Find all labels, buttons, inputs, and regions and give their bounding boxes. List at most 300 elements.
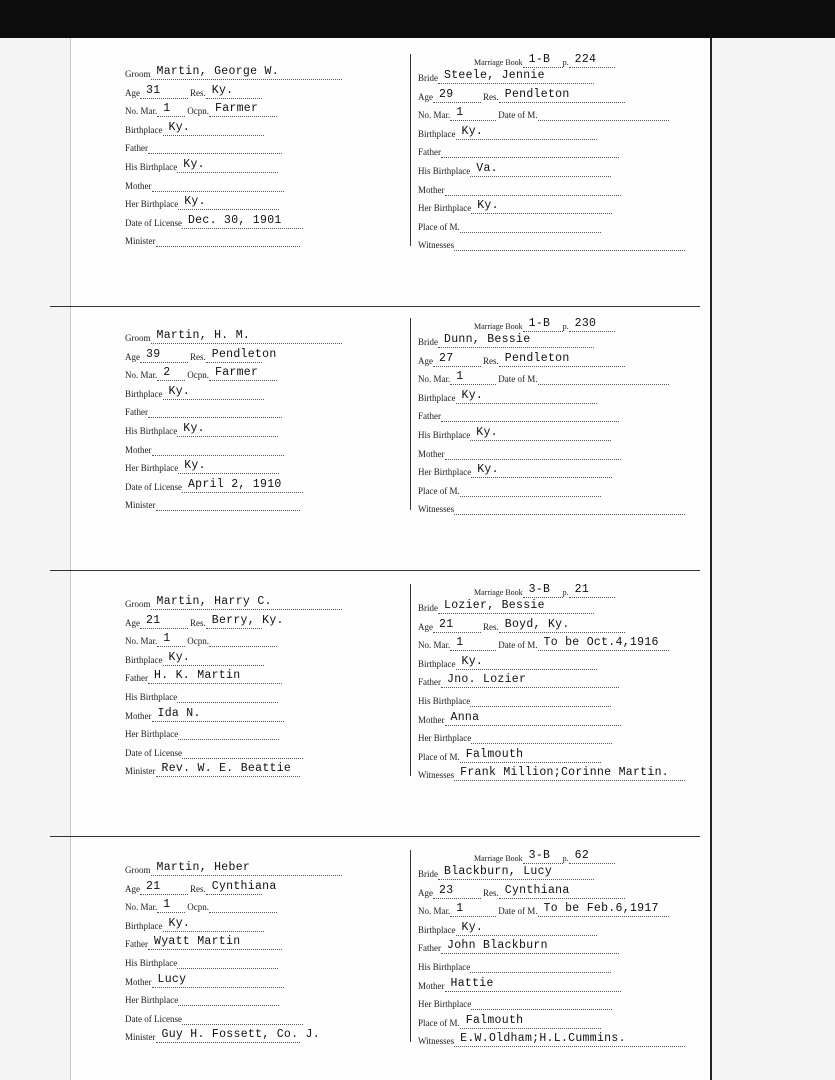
bride-her_birthplace-value: Ky.	[471, 463, 612, 478]
groom-birthplace-label: Birthplace	[125, 124, 163, 135]
groom-res-value: Ky.	[206, 84, 262, 99]
groom-license-value: April 2, 1910	[182, 478, 303, 493]
bride-place_of_m-row	[418, 747, 601, 763]
bride-her_birthplace-label: Her Birthplace	[418, 203, 472, 214]
bride-bride-label: Bride	[418, 73, 438, 83]
bride-her_birthplace-row	[418, 728, 612, 744]
bride-age-label: Age	[418, 91, 433, 102]
groom-res-value: Cynthiana	[206, 880, 262, 895]
groom-mother-row	[125, 176, 284, 192]
bride-mother-row	[418, 710, 621, 726]
groom-age-row	[125, 613, 284, 629]
bride-no_mar-value: 1	[450, 106, 496, 121]
bride-date_of_m-label: Date of M.	[498, 640, 538, 651]
marriage-book-line	[474, 52, 615, 68]
groom-her_birthplace-label: Her Birthplace	[125, 995, 179, 1006]
groom-her_birthplace-row	[125, 458, 279, 474]
page-value: 224	[569, 53, 615, 68]
groom-res-label: Res.	[190, 617, 206, 628]
groom-mother-value: Ida N.	[152, 707, 284, 722]
bride-her_birthplace-value	[471, 729, 612, 744]
bride-mother-value: Hattie	[445, 977, 621, 992]
bride-place-value: Falmouth	[460, 748, 601, 763]
groom-his_birthplace-value: Ky.	[177, 422, 278, 437]
bride-his_birthplace-row	[418, 957, 611, 973]
bride-place_of_m-label: Place of M.	[418, 485, 460, 496]
bride-age-label: Age	[418, 887, 433, 898]
marriage-book-label: Marriage Book	[474, 322, 523, 331]
bride-birthplace-label: Birthplace	[418, 924, 456, 935]
bride-age-value: 27	[433, 352, 481, 367]
groom-no_mar-label: No. Mar.	[125, 106, 158, 117]
groom-her_birthplace-value: Ky.	[178, 195, 279, 210]
bride-witnesses-value: Frank Million;Corinne Martin.	[454, 766, 685, 781]
groom-ocpn-label: Ocpn.	[187, 636, 209, 647]
record-separator	[50, 306, 700, 307]
groom-age-value: 21	[140, 880, 188, 895]
marriage-book-line	[474, 316, 615, 332]
bride-mother-label: Mother	[418, 184, 445, 195]
groom-her_birthplace-label: Her Birthplace	[125, 729, 179, 740]
groom-date_license-label: Date of License	[125, 217, 182, 228]
groom-no_mar-label: No. Mar.	[125, 370, 158, 381]
groom-ocpn-value: Farmer	[209, 366, 277, 381]
bride-her_birthplace-row	[418, 994, 612, 1010]
groom-mother-value	[152, 177, 284, 192]
groom-age-value: 31	[140, 84, 188, 99]
groom-date_license-label: Date of License	[125, 1013, 182, 1024]
bride-her_birthplace-value: Ky.	[471, 199, 612, 214]
bride-bride-label: Bride	[418, 603, 438, 613]
bride-age-row	[418, 351, 625, 367]
groom-birthplace-label: Birthplace	[125, 388, 163, 399]
marriage-book-label: Marriage Book	[474, 588, 523, 597]
groom-name-value: Martin, Harry C.	[151, 595, 342, 610]
bride-res-value: Cynthiana	[499, 884, 625, 899]
card-divider	[410, 54, 411, 246]
bride-age-label: Age	[418, 355, 433, 366]
bride-mother-value	[445, 181, 621, 196]
groom-groom-row	[125, 860, 342, 876]
groom-her_birthplace-row	[125, 724, 279, 740]
bride-place-value	[460, 482, 601, 497]
page-edge-line	[710, 38, 712, 1080]
groom-res-label: Res.	[190, 87, 206, 98]
bride-her_birthplace-label: Her Birthplace	[418, 467, 472, 478]
groom-no_mar-row	[125, 631, 277, 647]
bride-date_of_m-label: Date of M.	[498, 110, 538, 121]
bride-witnesses-label: Witnesses	[418, 240, 455, 251]
marriage-book-line	[474, 582, 615, 598]
groom-birthplace-row	[125, 120, 264, 136]
bride-name-value: Lozier, Bessie	[438, 599, 594, 614]
bride-birthplace-value: Ky.	[456, 389, 597, 404]
bride-his_birthplace-row	[418, 425, 611, 441]
groom-mother-row	[125, 440, 284, 456]
page-value: 62	[569, 849, 615, 864]
groom-birthplace-value: Ky.	[163, 651, 264, 666]
groom-birthplace-value: Ky.	[163, 385, 264, 400]
groom-groom-label: Groom	[125, 865, 151, 875]
bride-father-value	[441, 407, 619, 422]
groom-his_birthplace-label: His Birthplace	[125, 426, 178, 436]
bride-her_birthplace-label: Her Birthplace	[418, 999, 472, 1010]
groom-birthplace-label: Birthplace	[125, 654, 163, 665]
bride-no_mar-label: No. Mar.	[418, 374, 451, 385]
bride-date_m-value	[538, 106, 669, 121]
bride-birthplace-label: Birthplace	[418, 658, 456, 669]
groom-groom-row	[125, 594, 342, 610]
groom-age-label: Age	[125, 87, 140, 98]
groom-his_birthplace-label: His Birthplace	[125, 958, 178, 968]
groom-res-label: Res.	[190, 351, 206, 362]
bride-mother-value	[445, 445, 621, 460]
groom-date_license-label: Date of License	[125, 481, 182, 492]
bride-birthplace-value: Ky.	[456, 921, 597, 936]
groom-date_license-row	[125, 477, 303, 493]
bride-father-row	[418, 406, 619, 422]
bride-witnesses-label: Witnesses	[418, 770, 455, 781]
groom-father-label: Father	[125, 143, 148, 154]
groom-her_birthplace-label: Her Birthplace	[125, 463, 179, 474]
groom-birthplace-label: Birthplace	[125, 920, 163, 931]
groom-birthplace-row	[125, 384, 264, 400]
bride-birthplace-label: Birthplace	[418, 128, 456, 139]
bride-place_of_m-label: Place of M.	[418, 1017, 460, 1028]
card-divider	[410, 850, 411, 1042]
bride-her_birthplace-row	[418, 462, 612, 478]
marriage-book-value: 3-B	[523, 849, 563, 864]
groom-minister-label: Minister	[125, 1032, 156, 1043]
record-separator	[50, 570, 700, 571]
groom-no_mar-label: No. Mar.	[125, 636, 158, 647]
groom-father-row	[125, 402, 282, 418]
bride-witnesses-row	[418, 499, 685, 515]
groom-date_license-row	[125, 743, 303, 759]
groom-father-value: H. K. Martin	[148, 669, 282, 684]
bride-res-label: Res.	[483, 887, 499, 898]
bride-age-label: Age	[418, 621, 433, 632]
bride-place-value: Falmouth	[460, 1014, 601, 1029]
bride-no_mar-row	[418, 901, 669, 917]
bride-his_birthplace-value	[470, 692, 611, 707]
groom-her_birthplace-label: Her Birthplace	[125, 199, 179, 210]
bride-father-row	[418, 672, 619, 688]
groom-his_birthplace-value	[177, 688, 278, 703]
bride-age-row	[418, 617, 625, 633]
bride-his_birthplace-value	[470, 958, 611, 973]
bride-birthplace-label: Birthplace	[418, 392, 456, 403]
bride-mother-row	[418, 180, 621, 196]
page-value: 21	[569, 583, 615, 598]
card-divider	[410, 584, 411, 776]
bride-place_of_m-row	[418, 481, 601, 497]
groom-minister-value: Rev. W. E. Beattie	[156, 762, 300, 777]
bride-mother-label: Mother	[418, 714, 445, 725]
page-value: 230	[569, 317, 615, 332]
groom-no_mar-row	[125, 101, 277, 117]
groom-ocpn-label: Ocpn.	[187, 370, 209, 381]
groom-father-row	[125, 668, 282, 684]
groom-her_birthplace-value: Ky.	[178, 459, 279, 474]
groom-her_birthplace-value	[178, 725, 279, 740]
groom-mother-value	[152, 441, 284, 456]
groom-age-value: 39	[140, 348, 188, 363]
groom-age-label: Age	[125, 883, 140, 894]
groom-ocpn-label: Ocpn.	[187, 902, 209, 913]
groom-his_birthplace-value: Ky.	[177, 158, 278, 173]
groom-age-row	[125, 347, 277, 363]
bride-her_birthplace-row	[418, 198, 612, 214]
bride-father-label: Father	[418, 147, 441, 158]
groom-no_mar-value: 1	[157, 898, 185, 913]
groom-father-label: Father	[125, 673, 148, 684]
groom-groom-label: Groom	[125, 333, 151, 343]
groom-ocpn-value	[209, 898, 277, 913]
groom-name-value: Martin, Heber	[151, 861, 342, 876]
bride-father-row	[418, 142, 619, 158]
bride-his_birthplace-label: His Birthplace	[418, 430, 471, 440]
groom-age-label: Age	[125, 351, 140, 362]
bride-age-row	[418, 883, 625, 899]
groom-minister-row	[125, 1027, 320, 1043]
groom-his_birthplace-label: His Birthplace	[125, 692, 178, 702]
bride-her_birthplace-label: Her Birthplace	[418, 733, 472, 744]
groom-mother-label: Mother	[125, 976, 152, 987]
bride-bride-row	[418, 68, 594, 84]
bride-his_birthplace-value: Ky.	[470, 426, 611, 441]
top-scan-border	[0, 0, 835, 38]
bride-place-value	[460, 218, 601, 233]
bride-date_m-value	[538, 370, 669, 385]
groom-groom-row	[125, 64, 342, 80]
bride-witnesses-label: Witnesses	[418, 504, 455, 515]
bride-no_mar-row	[418, 105, 669, 121]
groom-his_birthplace-value	[177, 954, 278, 969]
groom-minister-value: Guy H. Fossett, Co. J.	[156, 1028, 300, 1043]
bride-bride-row	[418, 598, 594, 614]
groom-res-value: Pendleton	[206, 348, 262, 363]
bride-bride-label: Bride	[418, 337, 438, 347]
groom-age-row	[125, 879, 277, 895]
bride-father-value: Jno. Lozier	[441, 673, 619, 688]
groom-minister-row	[125, 231, 300, 247]
groom-father-row	[125, 934, 282, 950]
bride-name-value: Dunn, Bessie	[438, 333, 594, 348]
bride-no_mar-value: 1	[450, 902, 496, 917]
bride-his_birthplace-value: Va.	[470, 162, 611, 177]
groom-her_birthplace-value	[178, 991, 279, 1006]
bride-father-value: John Blackburn	[441, 939, 619, 954]
bride-his_birthplace-label: His Birthplace	[418, 962, 471, 972]
bride-his_birthplace-row	[418, 161, 611, 177]
groom-minister-value	[156, 496, 300, 511]
marriage-book-value: 1-B	[523, 317, 563, 332]
groom-name-value: Martin, H. M.	[151, 329, 342, 344]
groom-his_birthplace-label: His Birthplace	[125, 162, 178, 172]
groom-his_birthplace-row	[125, 421, 278, 437]
page-label: p.	[562, 322, 569, 331]
page-label: p.	[562, 58, 569, 67]
card-divider	[410, 318, 411, 510]
bride-birthplace-row	[418, 124, 597, 140]
groom-birthplace-row	[125, 650, 264, 666]
bride-no_mar-value: 1	[450, 370, 496, 385]
bride-age-value: 21	[433, 618, 481, 633]
bride-res-label: Res.	[483, 91, 499, 102]
bride-mother-value: Anna	[445, 711, 621, 726]
bride-res-label: Res.	[483, 621, 499, 632]
groom-license-value	[182, 744, 303, 759]
bride-no_mar-label: No. Mar.	[418, 110, 451, 121]
groom-his_birthplace-row	[125, 687, 278, 703]
bride-res-label: Res.	[483, 355, 499, 366]
bride-bride-label: Bride	[418, 869, 438, 879]
bride-witnesses-value: E.W.Oldham;H.L.Cummins.	[454, 1032, 685, 1047]
bride-his_birthplace-row	[418, 691, 611, 707]
groom-mother-label: Mother	[125, 444, 152, 455]
bride-age-row	[418, 87, 625, 103]
groom-res-label: Res.	[190, 883, 206, 894]
bride-no_mar-label: No. Mar.	[418, 640, 451, 651]
bride-date_m-value: To be Feb.6,1917	[538, 902, 669, 917]
groom-groom-label: Groom	[125, 599, 151, 609]
bride-witnesses-label: Witnesses	[418, 1036, 455, 1047]
bride-no_mar-label: No. Mar.	[418, 906, 451, 917]
bride-birthplace-row	[418, 920, 597, 936]
groom-no_mar-value: 1	[157, 102, 185, 117]
bride-place_of_m-row	[418, 1013, 601, 1029]
groom-father-row	[125, 138, 282, 154]
marriage-book-value: 1-B	[523, 53, 563, 68]
groom-her_birthplace-row	[125, 990, 279, 1006]
bride-witnesses-row	[418, 765, 685, 781]
bride-mother-row	[418, 444, 621, 460]
groom-age-label: Age	[125, 617, 140, 628]
bride-res-value: Pendleton	[499, 352, 625, 367]
bride-no_mar-row	[418, 369, 669, 385]
bride-birthplace-value: Ky.	[456, 655, 597, 670]
groom-minister-row	[125, 761, 300, 777]
bride-his_birthplace-label: His Birthplace	[418, 696, 471, 706]
groom-father-label: Father	[125, 939, 148, 950]
groom-father-label: Father	[125, 407, 148, 418]
groom-res-value: Berry, Ky.	[206, 614, 262, 629]
record-separator	[50, 836, 700, 837]
groom-birthplace-value: Ky.	[163, 121, 264, 136]
groom-mother-row	[125, 706, 284, 722]
groom-age-row	[125, 83, 262, 99]
groom-license-value: Dec. 30, 1901	[182, 214, 303, 229]
groom-minister-label: Minister	[125, 236, 156, 247]
groom-her_birthplace-row	[125, 194, 279, 210]
page-label: p.	[562, 588, 569, 597]
groom-minister-label: Minister	[125, 766, 156, 777]
bride-date_of_m-label: Date of M.	[498, 374, 538, 385]
groom-no_mar-label: No. Mar.	[125, 902, 158, 913]
marriage-book-label: Marriage Book	[474, 58, 523, 67]
groom-name-value: Martin, George W.	[151, 65, 342, 80]
groom-mother-row	[125, 972, 284, 988]
groom-birthplace-value: Ky.	[163, 917, 264, 932]
bride-father-row	[418, 938, 619, 954]
bride-witnesses-value	[454, 500, 685, 515]
groom-father-value	[148, 139, 282, 154]
groom-date_license-row	[125, 213, 303, 229]
groom-date_license-row	[125, 1009, 303, 1025]
groom-groom-row	[125, 328, 342, 344]
groom-mother-label: Mother	[125, 710, 152, 721]
bride-witnesses-row	[418, 235, 685, 251]
bride-birthplace-value: Ky.	[456, 125, 597, 140]
bride-age-value: 23	[433, 884, 481, 899]
groom-no_mar-row	[125, 365, 277, 381]
groom-his_birthplace-row	[125, 157, 278, 173]
bride-place_of_m-row	[418, 217, 601, 233]
bride-date_of_m-label: Date of M.	[498, 906, 538, 917]
groom-minister-row	[125, 495, 300, 511]
groom-mother-label: Mother	[125, 180, 152, 191]
bride-her_birthplace-value	[471, 995, 612, 1010]
groom-license-value	[182, 1010, 303, 1025]
groom-minister-label: Minister	[125, 500, 156, 511]
bride-no_mar-value: 1	[450, 636, 496, 651]
groom-ocpn-value	[209, 632, 277, 647]
groom-father-value: Wyatt Martin	[148, 935, 282, 950]
groom-mother-value: Lucy	[152, 973, 284, 988]
groom-father-value	[148, 403, 282, 418]
groom-ocpn-label: Ocpn.	[187, 106, 209, 117]
bride-bride-row	[418, 864, 594, 880]
marriage-book-line	[474, 848, 615, 864]
bride-birthplace-row	[418, 388, 597, 404]
groom-minister-value	[156, 232, 300, 247]
bride-place_of_m-label: Place of M.	[418, 221, 460, 232]
bride-mother-row	[418, 976, 621, 992]
page-label: p.	[562, 854, 569, 863]
groom-no_mar-value: 2	[157, 366, 185, 381]
bride-name-value: Steele, Jennie	[438, 69, 594, 84]
bride-res-value: Boyd, Ky.	[499, 618, 625, 633]
groom-his_birthplace-row	[125, 953, 278, 969]
bride-his_birthplace-label: His Birthplace	[418, 166, 471, 176]
bride-father-label: Father	[418, 943, 441, 954]
bride-no_mar-row	[418, 635, 669, 651]
bride-bride-row	[418, 332, 594, 348]
groom-ocpn-value: Farmer	[209, 102, 277, 117]
bride-date_m-value: To be Oct.4,1916	[538, 636, 669, 651]
bride-place_of_m-label: Place of M.	[418, 751, 460, 762]
bride-witnesses-row	[418, 1031, 685, 1047]
bride-birthplace-row	[418, 654, 597, 670]
bride-res-value: Pendleton	[499, 88, 625, 103]
bride-mother-label: Mother	[418, 980, 445, 991]
bride-age-value: 29	[433, 88, 481, 103]
marriage-book-label: Marriage Book	[474, 854, 523, 863]
bride-father-label: Father	[418, 411, 441, 422]
bride-witnesses-value	[454, 236, 685, 251]
bride-father-value	[441, 143, 619, 158]
bride-father-label: Father	[418, 677, 441, 688]
groom-groom-label: Groom	[125, 69, 151, 79]
groom-no_mar-row	[125, 897, 277, 913]
groom-age-value: 21	[140, 614, 188, 629]
groom-birthplace-row	[125, 916, 264, 932]
bride-name-value: Blackburn, Lucy	[438, 865, 594, 880]
groom-date_license-label: Date of License	[125, 747, 182, 758]
groom-no_mar-value: 1	[157, 632, 185, 647]
marriage-book-value: 3-B	[523, 583, 563, 598]
